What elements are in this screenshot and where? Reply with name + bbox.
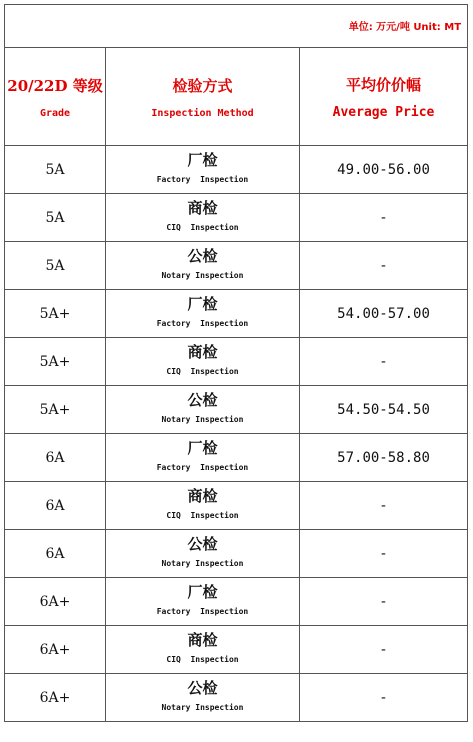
- method-cn: 厂检: [187, 295, 218, 313]
- grade-cell: [5, 626, 106, 674]
- price-value: -: [379, 497, 388, 514]
- table-row: [5, 242, 468, 290]
- grade-value: 5A: [45, 209, 65, 226]
- grade-cell: [5, 578, 106, 626]
- price-value: 57.00-58.80: [337, 449, 430, 466]
- grade-header-en: Grade: [39, 107, 71, 119]
- grade-cell: [5, 338, 106, 386]
- table-row: [5, 194, 468, 242]
- grade-value: 5A+: [39, 353, 71, 370]
- method-cn: 厂检: [187, 439, 218, 457]
- method-cell: [106, 482, 300, 530]
- price-value: -: [379, 545, 388, 562]
- table-row: [5, 290, 468, 338]
- grade-cell: [5, 530, 106, 578]
- table-row: [5, 386, 468, 434]
- price-value: -: [379, 593, 388, 610]
- price-table: [4, 4, 468, 722]
- table-row: [5, 626, 468, 674]
- price-cell: [300, 194, 468, 242]
- price-value: 54.50-54.50: [337, 401, 430, 418]
- unit-row: [5, 5, 468, 48]
- method-en: Notary Inspection: [161, 271, 244, 280]
- grade-cell: [5, 194, 106, 242]
- grade-value: 6A+: [39, 593, 71, 610]
- price-cell: [300, 290, 468, 338]
- table-row: [5, 674, 468, 722]
- grade-value: 6A+: [39, 641, 71, 658]
- method-cn: 厂检: [187, 151, 218, 169]
- price-header-en: Average Price: [332, 104, 435, 120]
- method-cell: [106, 626, 300, 674]
- table-row: [5, 146, 468, 194]
- method-cell: [106, 674, 300, 722]
- price-cell: [300, 242, 468, 290]
- grade-value: 6A: [45, 449, 65, 466]
- method-cell: [106, 530, 300, 578]
- price-cell: [300, 146, 468, 194]
- grade-value: 5A: [45, 161, 65, 178]
- method-en: CIQ Inspection: [166, 511, 239, 520]
- price-header-cn: 平均价价幅: [346, 75, 422, 94]
- method-en: Factory Inspection: [156, 175, 249, 184]
- method-header: [106, 48, 300, 146]
- method-cn: 商检: [187, 487, 218, 505]
- grade-value: 6A: [45, 497, 65, 514]
- method-en: Notary Inspection: [161, 559, 244, 568]
- method-en: CIQ Inspection: [166, 655, 239, 664]
- grade-cell: [5, 290, 106, 338]
- grade-value: 5A+: [39, 305, 71, 322]
- price-table-container: [4, 4, 467, 722]
- unit-cell: [5, 5, 468, 48]
- method-en: Notary Inspection: [161, 415, 244, 424]
- method-cn: 公检: [187, 391, 218, 409]
- method-cn: 公检: [187, 679, 218, 697]
- grade-cell: [5, 434, 106, 482]
- method-cn: 商检: [187, 343, 218, 361]
- method-cn: 厂检: [187, 583, 218, 601]
- grade-header: [5, 48, 106, 146]
- price-cell: [300, 674, 468, 722]
- price-cell: [300, 578, 468, 626]
- price-cell: [300, 482, 468, 530]
- grade-cell: [5, 386, 106, 434]
- method-header-cn: 检验方式: [172, 76, 233, 95]
- table-row: [5, 434, 468, 482]
- method-cell: [106, 146, 300, 194]
- method-cell: [106, 386, 300, 434]
- method-cell: [106, 338, 300, 386]
- method-en: CIQ Inspection: [166, 223, 239, 232]
- grade-value: 5A: [45, 257, 65, 274]
- method-en: Factory Inspection: [156, 607, 249, 616]
- method-cn: 公检: [187, 535, 218, 553]
- price-header: [300, 48, 468, 146]
- method-cell: [106, 290, 300, 338]
- table-row: [5, 530, 468, 578]
- grade-cell: [5, 482, 106, 530]
- unit-label: 单位: 万元/吨 Unit: MT: [348, 22, 462, 33]
- method-cell: [106, 578, 300, 626]
- price-cell: [300, 530, 468, 578]
- price-value: -: [379, 641, 388, 658]
- table-row: [5, 482, 468, 530]
- price-cell: [300, 386, 468, 434]
- price-value: -: [379, 689, 388, 706]
- price-value: -: [379, 353, 388, 370]
- method-cell: [106, 434, 300, 482]
- price-cell: [300, 434, 468, 482]
- table-row: [5, 338, 468, 386]
- price-value: 49.00-56.00: [337, 161, 430, 178]
- table-row: [5, 578, 468, 626]
- method-en: Factory Inspection: [156, 463, 249, 472]
- method-cn: 商检: [187, 631, 218, 649]
- grade-value: 6A+: [39, 689, 71, 706]
- grade-value: 6A: [45, 545, 65, 562]
- method-cell: [106, 242, 300, 290]
- method-cn: 商检: [187, 199, 218, 217]
- method-en: Notary Inspection: [161, 703, 244, 712]
- method-cn: 公检: [187, 247, 218, 265]
- header-row: [5, 48, 468, 146]
- grade-cell: [5, 146, 106, 194]
- method-cell: [106, 194, 300, 242]
- method-header-en: Inspection Method: [151, 107, 254, 119]
- grade-header-cn: 20/22D 等级: [7, 76, 103, 95]
- price-value: 54.00-57.00: [337, 305, 430, 322]
- method-en: Factory Inspection: [156, 319, 249, 328]
- grade-cell: [5, 242, 106, 290]
- price-value: -: [379, 209, 388, 226]
- grade-cell: [5, 674, 106, 722]
- grade-value: 5A+: [39, 401, 71, 418]
- price-value: -: [379, 257, 388, 274]
- price-cell: [300, 626, 468, 674]
- method-en: CIQ Inspection: [166, 367, 239, 376]
- price-cell: [300, 338, 468, 386]
